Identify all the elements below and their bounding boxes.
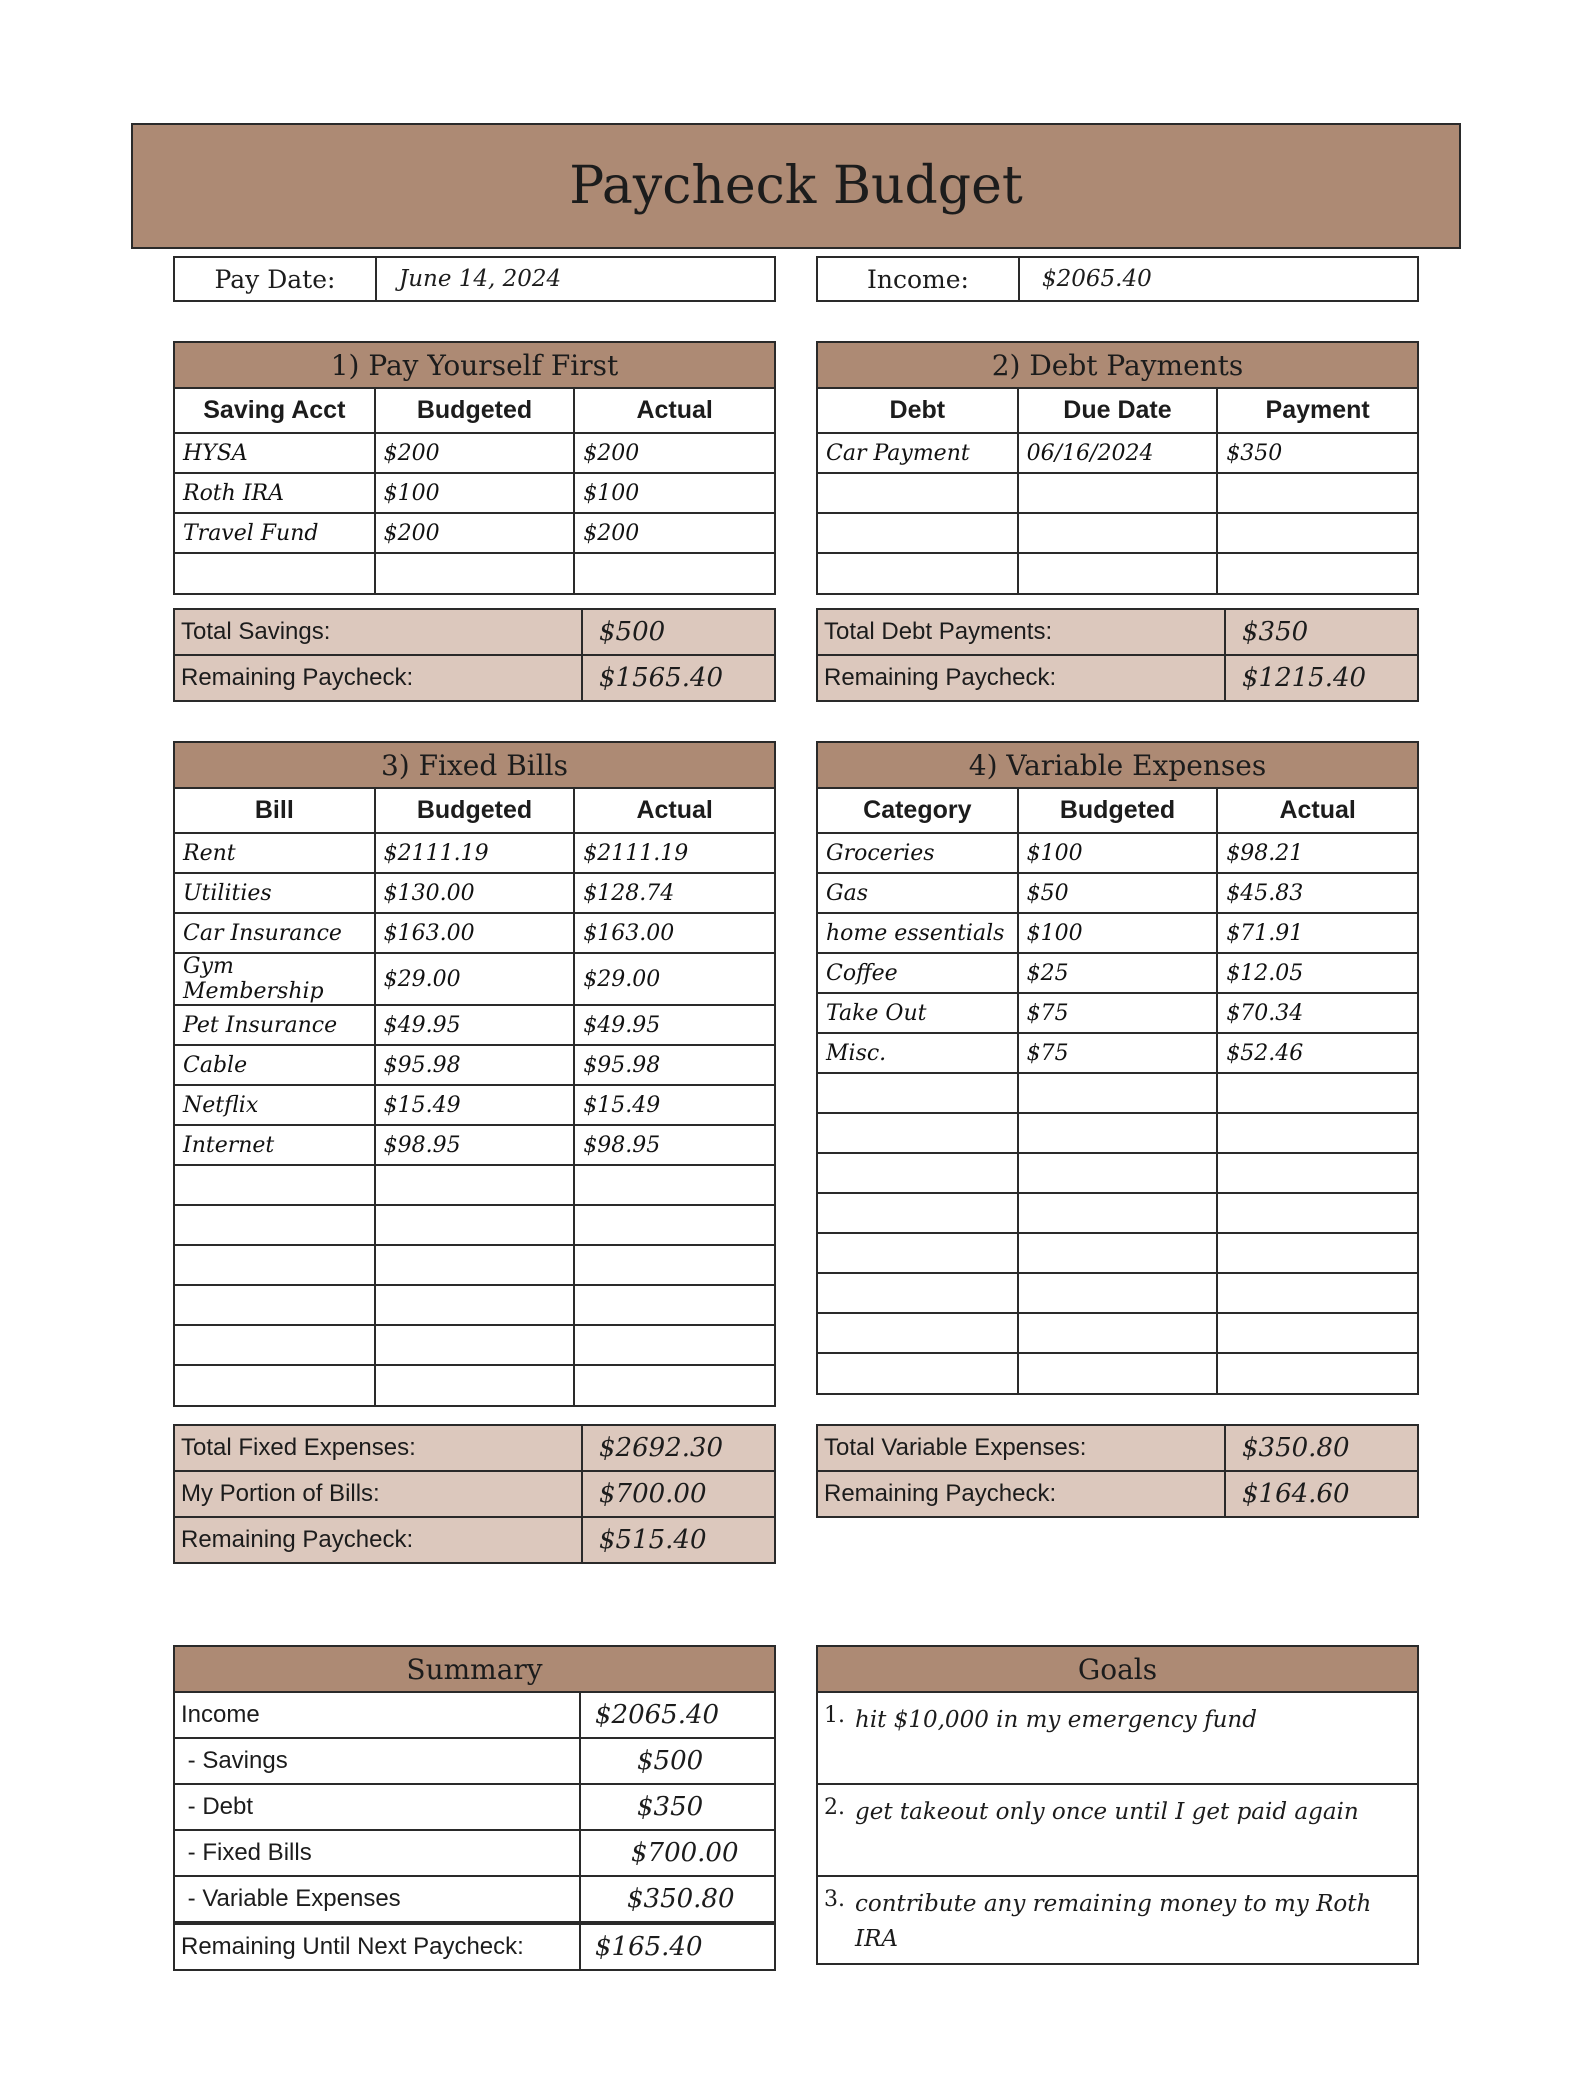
table-cell[interactable] (375, 1165, 575, 1205)
table-cell[interactable]: Car Insurance (175, 913, 375, 953)
table-cell[interactable]: HYSA (175, 433, 375, 473)
table-cell[interactable]: Netflix (175, 1085, 375, 1125)
debt-section (816, 341, 1419, 595)
table-row (175, 433, 774, 473)
summary-value[interactable]: $700.00 (631, 1838, 739, 1868)
variable-expenses-totals (816, 1424, 1419, 1518)
column-header: Saving Acct (175, 389, 375, 433)
pay-date-box (173, 256, 776, 302)
table-cell[interactable] (175, 1325, 375, 1365)
variable-expenses-section (816, 741, 1419, 1395)
table-cell[interactable]: $49.95 (375, 1005, 575, 1045)
table-cell[interactable] (1018, 1233, 1218, 1273)
column-header: Bill (175, 789, 375, 833)
fixed-bills-section (173, 741, 776, 1407)
pay-yourself-title: 1) Pay Yourself First (175, 343, 774, 389)
table-cell[interactable]: $75 (1018, 993, 1218, 1033)
table-cell[interactable]: $100 (574, 473, 774, 513)
remaining-paycheck-label: Remaining Paycheck: (818, 656, 1226, 700)
income-value[interactable]: $2065.40 (1042, 266, 1152, 292)
table-row (175, 1285, 774, 1325)
table-row (818, 1033, 1417, 1073)
table-cell[interactable]: $100 (375, 473, 575, 513)
table-cell[interactable] (1217, 1193, 1417, 1233)
total-savings-value[interactable]: $500 (599, 617, 666, 647)
table-cell[interactable] (175, 1365, 375, 1405)
table-cell[interactable]: $45.83 (1217, 873, 1417, 913)
table-cell[interactable] (818, 1153, 1018, 1193)
pay-yourself-totals (173, 608, 776, 702)
table-cell[interactable]: $49.95 (574, 1005, 774, 1045)
table-row (175, 1325, 774, 1365)
total-debt-label: Total Debt Payments: (818, 610, 1226, 654)
table-row (175, 1205, 774, 1245)
table-cell[interactable]: Cable (175, 1045, 375, 1085)
goal-text: contribute any remaining money to my Roth IRA (855, 1891, 1372, 1952)
table-cell[interactable]: $95.98 (574, 1045, 774, 1085)
income-label: Income: (818, 258, 1020, 300)
goal-item[interactable] (818, 1785, 1417, 1877)
table-cell[interactable] (818, 1313, 1018, 1353)
table-cell[interactable]: $98.95 (375, 1125, 575, 1165)
table-cell[interactable] (574, 1325, 774, 1365)
table-cell[interactable]: $29.00 (375, 953, 575, 1005)
table-cell[interactable] (375, 1245, 575, 1285)
table-cell[interactable]: $29.00 (574, 953, 774, 1005)
table-cell[interactable] (1217, 1153, 1417, 1193)
table-cell[interactable] (175, 1205, 375, 1245)
summary-value[interactable]: $2065.40 (595, 1700, 720, 1730)
table-cell[interactable]: $70.34 (1217, 993, 1417, 1033)
table-row (175, 1005, 774, 1045)
debt-title: 2) Debt Payments (818, 343, 1417, 389)
table-cell[interactable]: $100 (1018, 913, 1218, 953)
table-row (818, 513, 1417, 553)
table-cell[interactable]: $128.74 (574, 873, 774, 913)
table-row (175, 1365, 774, 1405)
column-header: Due Date (1018, 389, 1218, 433)
table-cell[interactable] (1217, 473, 1417, 513)
pay-yourself-section (173, 341, 776, 595)
goal-number: 2. (824, 1795, 845, 1820)
table-cell[interactable] (175, 1245, 375, 1285)
table-cell[interactable]: Gas (818, 873, 1018, 913)
table-cell[interactable]: Groceries (818, 833, 1018, 873)
debt-table (818, 389, 1417, 593)
goals-section (816, 1645, 1419, 1965)
table-row (818, 1313, 1417, 1353)
table-cell[interactable]: $95.98 (375, 1045, 575, 1085)
table-cell[interactable] (574, 1285, 774, 1325)
table-cell[interactable]: $200 (375, 513, 575, 553)
table-row (175, 1085, 774, 1125)
table-cell[interactable] (818, 1233, 1018, 1273)
table-row (175, 1245, 774, 1285)
table-cell[interactable]: $15.49 (375, 1085, 575, 1125)
table-cell[interactable]: home essentials (818, 913, 1018, 953)
table-row (818, 1073, 1417, 1113)
table-row (175, 1125, 774, 1165)
variable-expenses-table (818, 789, 1417, 1393)
table-row (175, 513, 774, 553)
total-debt-value[interactable]: $350 (1242, 617, 1309, 647)
table-cell[interactable] (818, 1073, 1018, 1113)
table-cell[interactable]: Internet (175, 1125, 375, 1165)
table-cell[interactable] (1217, 553, 1417, 593)
table-cell[interactable]: $71.91 (1217, 913, 1417, 953)
table-row (175, 1045, 774, 1085)
table-cell[interactable]: $50 (1018, 873, 1218, 913)
table-cell[interactable] (574, 1165, 774, 1205)
summary-value[interactable]: $350 (637, 1792, 704, 1822)
table-row (818, 873, 1417, 913)
table-cell[interactable] (818, 553, 1018, 593)
table-cell[interactable]: Pet Insurance (175, 1005, 375, 1045)
summary-row-remaining (175, 1925, 774, 1969)
table-cell[interactable] (1018, 1353, 1218, 1393)
table-cell[interactable] (1217, 1113, 1417, 1153)
summary-value[interactable]: $500 (637, 1746, 704, 1776)
pay-date-value[interactable]: June 14, 2024 (399, 266, 562, 292)
total-fixed-value[interactable]: $2692.30 (599, 1433, 724, 1463)
table-cell[interactable]: Misc. (818, 1033, 1018, 1073)
table-row (818, 1153, 1417, 1193)
total-variable-value[interactable]: $350.80 (1242, 1433, 1350, 1463)
goal-item[interactable] (818, 1877, 1417, 1965)
goal-number: 3. (824, 1887, 845, 1912)
table-cell[interactable] (574, 1365, 774, 1405)
fixed-bills-title: 3) Fixed Bills (175, 743, 774, 789)
table-cell[interactable]: $2111.19 (574, 833, 774, 873)
debt-totals (816, 608, 1419, 702)
table-cell[interactable] (375, 553, 575, 593)
table-cell[interactable] (574, 1205, 774, 1245)
remaining-paycheck-value[interactable]: $164.60 (1242, 1479, 1350, 1509)
table-cell[interactable] (1018, 1313, 1218, 1353)
summary-label: - Debt (175, 1785, 581, 1829)
table-cell[interactable] (818, 473, 1018, 513)
table-cell[interactable] (1018, 473, 1218, 513)
table-cell[interactable]: Utilities (175, 873, 375, 913)
remaining-paycheck-label: Remaining Paycheck: (818, 1472, 1226, 1516)
fixed-bills-totals (173, 1424, 776, 1564)
table-cell[interactable] (1217, 1273, 1417, 1313)
summary-label: Income (175, 1693, 581, 1737)
table-cell[interactable] (175, 553, 375, 593)
portion-of-bills-label: My Portion of Bills: (175, 1472, 583, 1516)
table-cell[interactable] (818, 1273, 1018, 1313)
column-header: Payment (1217, 389, 1417, 433)
portion-of-bills-value[interactable]: $700.00 (599, 1479, 707, 1509)
goal-text: hit $10,000 in my emergency fund (855, 1707, 1257, 1733)
table-cell[interactable]: $130.00 (375, 873, 575, 913)
table-cell[interactable] (1018, 1273, 1218, 1313)
column-header: Budgeted (375, 789, 575, 833)
table-row (818, 433, 1417, 473)
table-cell[interactable]: $163.00 (375, 913, 575, 953)
table-cell[interactable] (1217, 1233, 1417, 1273)
table-row (818, 473, 1417, 513)
table-cell[interactable] (1018, 513, 1218, 553)
total-variable-label: Total Variable Expenses: (818, 1426, 1226, 1470)
table-cell[interactable]: $2111.19 (375, 833, 575, 873)
remaining-paycheck-label: Remaining Paycheck: (175, 656, 583, 700)
column-header: Actual (1217, 789, 1417, 833)
summary-section (173, 1645, 776, 1971)
goals-title: Goals (818, 1647, 1417, 1693)
total-fixed-label: Total Fixed Expenses: (175, 1426, 583, 1470)
column-header: Category (818, 789, 1018, 833)
table-row (818, 833, 1417, 873)
page-title: Paycheck Budget (569, 156, 1023, 216)
table-cell[interactable] (1217, 513, 1417, 553)
summary-row (175, 1785, 774, 1831)
summary-row (175, 1739, 774, 1785)
table-row (175, 833, 774, 873)
pay-date-label: Pay Date: (175, 258, 377, 300)
summary-label: - Fixed Bills (175, 1831, 581, 1875)
summary-value[interactable]: $350.80 (627, 1884, 735, 1914)
income-box (816, 256, 1419, 302)
table-cell[interactable]: Take Out (818, 993, 1018, 1033)
table-row (818, 1273, 1417, 1313)
table-row (818, 1113, 1417, 1153)
goal-item[interactable] (818, 1693, 1417, 1785)
remaining-paycheck-value[interactable]: $1215.40 (1242, 663, 1367, 693)
table-cell[interactable]: $98.95 (574, 1125, 774, 1165)
column-header: Actual (574, 389, 774, 433)
table-cell[interactable]: $200 (574, 513, 774, 553)
summary-label: Remaining Until Next Paycheck: (175, 1925, 581, 1969)
summary-row (175, 1877, 774, 1925)
table-row (818, 953, 1417, 993)
table-cell[interactable]: Coffee (818, 953, 1018, 993)
table-cell[interactable] (375, 1285, 575, 1325)
table-cell[interactable] (375, 1365, 575, 1405)
table-row (818, 913, 1417, 953)
pay-yourself-table (175, 389, 774, 593)
table-cell[interactable] (1018, 553, 1218, 593)
summary-row (175, 1831, 774, 1877)
table-cell[interactable] (1018, 1073, 1218, 1113)
table-row (818, 1353, 1417, 1393)
table-cell[interactable]: $98.21 (1217, 833, 1417, 873)
variable-expenses-title: 4) Variable Expenses (818, 743, 1417, 789)
column-header: Actual (574, 789, 774, 833)
table-cell[interactable] (1018, 1153, 1218, 1193)
table-cell[interactable]: $12.05 (1217, 953, 1417, 993)
goal-number: 1. (824, 1703, 845, 1728)
table-cell[interactable]: $200 (574, 433, 774, 473)
table-row (175, 873, 774, 913)
table-row (175, 473, 774, 513)
table-cell[interactable] (175, 1285, 375, 1325)
table-row (175, 913, 774, 953)
table-cell[interactable]: $25 (1018, 953, 1218, 993)
table-row (175, 953, 774, 1005)
summary-row (175, 1693, 774, 1739)
fixed-bills-table (175, 789, 774, 1405)
total-savings-label: Total Savings: (175, 610, 583, 654)
table-cell[interactable] (1217, 1353, 1417, 1393)
table-row (818, 993, 1417, 1033)
remaining-paycheck-label: Remaining Paycheck: (175, 1518, 583, 1562)
table-cell[interactable] (375, 1325, 575, 1365)
table-cell[interactable]: Roth IRA (175, 473, 375, 513)
column-header: Budgeted (1018, 789, 1218, 833)
table-cell[interactable]: Rent (175, 833, 375, 873)
summary-title: Summary (175, 1647, 774, 1693)
table-cell[interactable] (1018, 1113, 1218, 1153)
summary-label: - Savings (175, 1739, 581, 1783)
table-cell[interactable] (1217, 1313, 1417, 1353)
summary-value[interactable]: $165.40 (595, 1932, 703, 1962)
table-cell[interactable] (818, 1113, 1018, 1153)
table-cell[interactable] (818, 513, 1018, 553)
table-cell[interactable] (175, 1165, 375, 1205)
table-cell[interactable]: $75 (1018, 1033, 1218, 1073)
title-banner (131, 123, 1461, 249)
remaining-paycheck-value[interactable]: $1565.40 (599, 663, 724, 693)
table-cell[interactable]: $163.00 (574, 913, 774, 953)
table-cell[interactable]: $15.49 (574, 1085, 774, 1125)
table-cell[interactable] (1018, 1193, 1218, 1233)
table-cell[interactable]: Car Payment (818, 433, 1018, 473)
table-cell[interactable]: 06/16/2024 (1018, 433, 1218, 473)
table-row (818, 553, 1417, 593)
table-cell[interactable] (1217, 1073, 1417, 1113)
table-row (818, 1233, 1417, 1273)
table-cell[interactable]: $350 (1217, 433, 1417, 473)
table-cell[interactable]: Travel Fund (175, 513, 375, 553)
column-header: Budgeted (375, 389, 575, 433)
goal-text: get takeout only once until I get paid again (855, 1799, 1359, 1825)
table-cell[interactable] (574, 1245, 774, 1285)
remaining-paycheck-value[interactable]: $515.40 (599, 1525, 707, 1555)
table-cell[interactable]: $100 (1018, 833, 1218, 873)
table-cell[interactable] (818, 1353, 1018, 1393)
table-cell[interactable] (818, 1193, 1018, 1233)
table-cell[interactable]: $52.46 (1217, 1033, 1417, 1073)
column-header: Debt (818, 389, 1018, 433)
table-row (175, 553, 774, 593)
table-row (175, 1165, 774, 1205)
table-cell[interactable] (375, 1205, 575, 1245)
table-row (818, 1193, 1417, 1233)
table-cell[interactable]: Gym Membership (175, 953, 375, 1005)
table-cell[interactable] (574, 553, 774, 593)
summary-label: - Variable Expenses (175, 1877, 581, 1921)
table-cell[interactable]: $200 (375, 433, 575, 473)
